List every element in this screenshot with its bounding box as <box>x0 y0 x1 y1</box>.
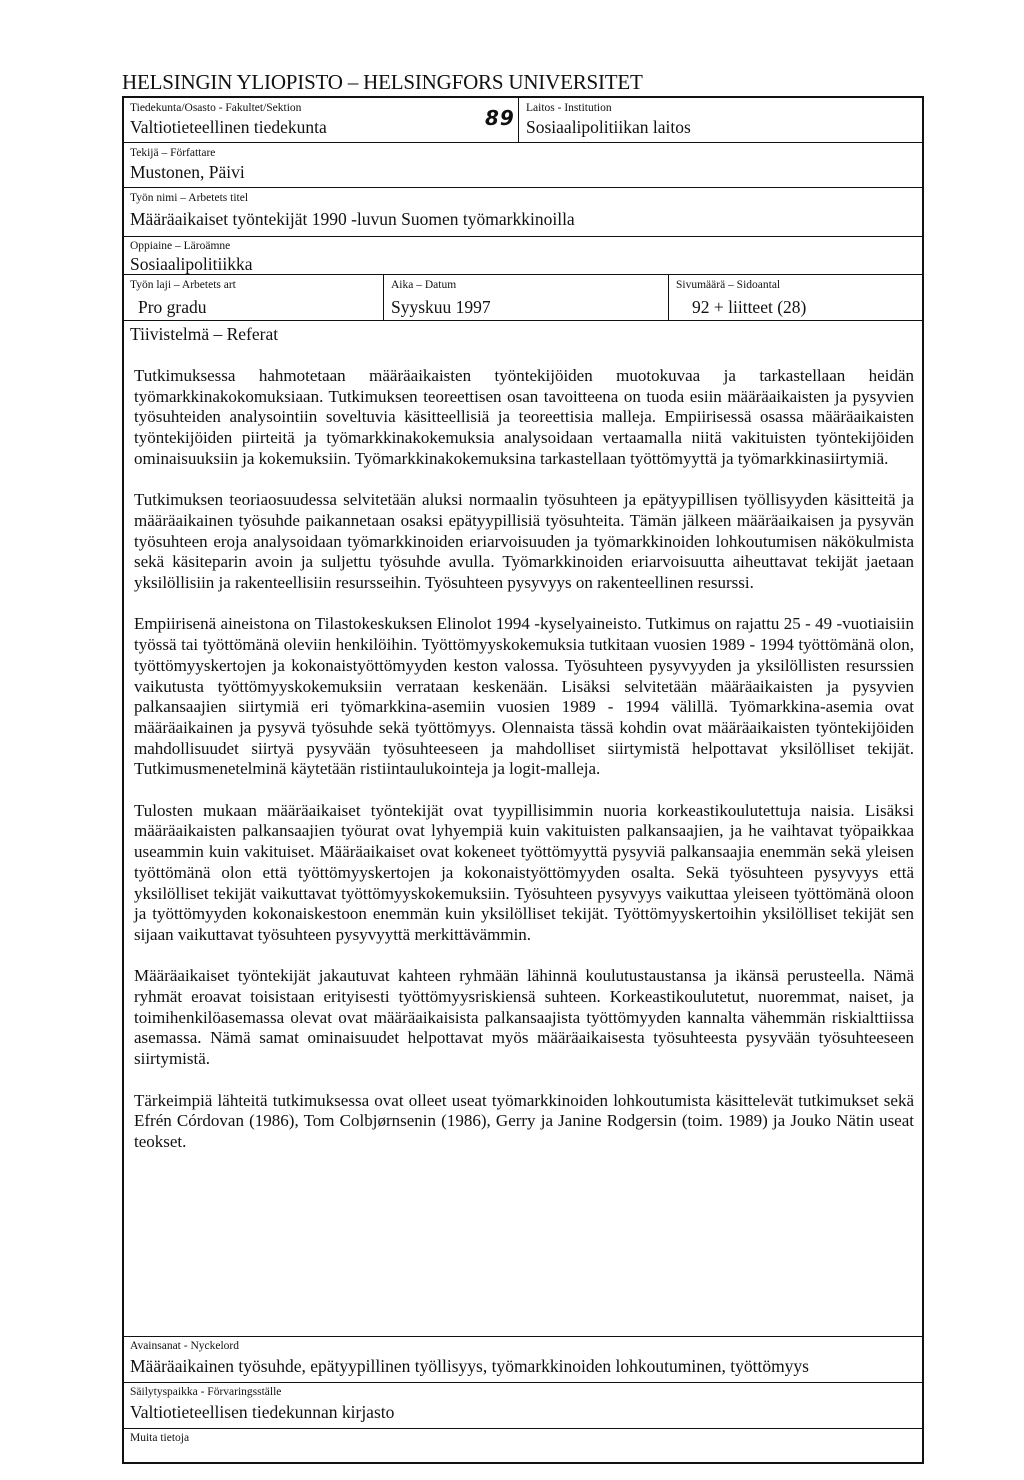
author-label: Tekijä – Författare <box>130 147 216 159</box>
divider <box>383 274 384 320</box>
abstract-paragraph: Tulosten mukaan määräaikaiset työntekijät ovat tyypillisimmin nuoria korkeastikoulutettuja naisia. Lisäksi määräaikaisten palkansaajien työurat ovat lyhyempiä kuin vakituisten palkansaajien, ja he vaihtavat työpaikkaa useammin kuin vakituiset. Määräaikaiset ovat kokeneet työttömyyttä pysyviä palkansaajia enemmän sekä yleisen työttömänä olon että työttömyyskertojen ja kokonaistyöttömyyden osalta. Sekä työsuhteen pysyvyys että yksilölliset tekijät vaikuttavat työttömyyskokemuksiin. Työsuhteen pysyvyys vaikuttaa yleiseen työttömänä oloon ja työttömyyden kokonaiskestoon enemmän kuin yksilölliset tekijät. Työttömyyskertoihin yksilölliset tekijät sen sijaan vaikuttavat työsuhteen pysyvyyttä merkittävämmin. <box>134 800 914 944</box>
subject-label: Oppiaine – Läroämne <box>130 240 231 252</box>
date-value: Syyskuu 1997 <box>391 297 491 317</box>
divider <box>124 1428 922 1429</box>
divider <box>124 1382 922 1383</box>
abstract-paragraph: Empiirisenä aineistona on Tilastokeskuksen Elinolot 1994 -kyselyaineisto. Tutkimus on rajattu 25 - 49 -vuotiaisiin työssä tai työttömänä oleviin henkilöihin. Työttömyyskokemuksia tutkitaan vuosien 1989 - 1994 työttömänä olon, työttömyyskertojen ja kokonaistyöttömyyden keston valossa. Työsuhteen pysyvyyden ja yksilöllisten resurssien vaikutusta työttömyyskokemuksiin verrataan keskenään. Lisäksi selvitetään määräaikaisten ja pysyvien palkansaajien siirtymiä eri työmarkkina-asemiin vuosien 1989 - 1994 välillä. Työmarkkina-asemia ovat määräaikainen ja pysyvä työsuhde sekä työttömyys. Olennaista tässä kohdin ovat määräaikaisten työntekijöiden mahdollisuudet siirtyä pysyvään työsuhteeseen ja mahdolliset siirtymistä helpottavat yksilölliset tekijät. Tutkimusmenetelminä käytetään ristiintaulukointeja ja logit-malleja. <box>134 614 914 779</box>
abstract-paragraph: Tutkimuksen teoriaosuudessa selvitetään aluksi normaalin työsuhteen ja epätyypillisen työllisyyden käsitteitä ja määräaikainen työsuhde paikannetaan osaksi epätyypillisiä työsuhteita. Tämän jälkeen määräaikaisen ja pysyvän työsuhteen eroja analysoidaan työmarkkinoiden eriarvoisuuden ja työmarkkinoiden lohkoutumisen näkökulmista sekä käsiteparin avoin ja suljettu työsuhde avulla. Työmarkkinoiden eriarvoisuutta aiheuttavat tekijät jaetaan yksilöllisiin ja rakenteellisiin resursseihin. Työsuhteen pysyvyys on rakenteellinen resurssi. <box>134 490 914 593</box>
divider <box>124 1336 922 1337</box>
faculty-label: Tiedekunta/Osasto - Fakultet/Sektion <box>130 102 302 114</box>
divider <box>124 187 922 188</box>
work-title-value: Määräaikaiset työntekijät 1990 -luvun Suomen työmarkkinoilla <box>130 209 575 229</box>
author-value: Mustonen, Päivi <box>130 162 245 182</box>
storage-label: Säilytyspaikka - Förvaringsställe <box>130 1386 282 1398</box>
handwritten-note: 89 <box>485 106 515 130</box>
pages-value: 92 + liitteet (28) <box>692 297 807 317</box>
abstract-paragraph: Tärkeimpiä lähteitä tutkimuksessa ovat olleet useat työmarkkinoiden lohkoutumista käsittelevät tutkimukset sekä Efrén Córdovan (1986), Tom Colbjørnsenin (1986), Gerry ja Janine Rodgersin (toim. 1989) ja Jouko Nätin useat teokset. <box>134 1090 914 1151</box>
keywords-label: Avainsanat - Nyckelord <box>130 1340 239 1352</box>
work-type-value: Pro gradu <box>138 297 207 317</box>
institution-value: Sosiaalipolitiikan laitos <box>526 117 691 137</box>
abstract-heading: Tiivistelmä – Referat <box>130 324 279 344</box>
divider <box>124 142 922 143</box>
other-info-label: Muita tietoja <box>130 1432 190 1444</box>
abstract-form <box>122 96 924 1464</box>
university-title: HELSINGIN YLIOPISTO – HELSINGFORS UNIVERSITET <box>122 70 643 94</box>
abstract-paragraph: Määräaikaiset työntekijät jakautuvat kahteen ryhmään lähinnä koulutustaustansa ja ikänsä perusteella. Nämä ryhmät eroavat toisistaan erityisesti työttömyysriskiensä suhteen. Korkeastikoulutetut, nuoremmat, naiset, ja toimihenkilöasemassa olevat ovat määräaikaisista palkansaajista työttömyyden kannalta vähemmän riskialttiissa asemassa. Nämä samat ominaisuudet helpottavat myös määräaikaisesta työsuhteesta pysyvään työsuhteeseen siirtymistä. <box>134 966 914 1069</box>
work-title-label: Työn nimi – Arbetets titel <box>130 192 249 204</box>
institution-label: Laitos - Institution <box>526 102 612 114</box>
divider <box>668 274 669 320</box>
divider <box>124 320 922 321</box>
abstract-paragraph: Tutkimuksessa hahmotetaan määräaikaisten työntekijöiden muotokuvaa ja tarkastellaan heidän työmarkkinakokomuksiaan. Tutkimuksen teoreettisen osan tavoitteena on tuoda esiin määräaikaisten ja pysyvien työsuhteiden analysointiin soveltuvia käsitteellisiä ja teoreettisia malleja. Empiirisessä osassa määräaikaisten työntekijöiden piirteitä ja työmarkkinakokemuksia analysoidaan vertaamalla niitä vakituisten työntekijöiden ominaisuuksiin ja kokemuksiin. Työmarkkinakokemuksina tarkastellaan työttömyyttä ja työmarkkinasiirtymiä. <box>134 366 914 468</box>
divider <box>518 98 519 142</box>
faculty-value: Valtiotieteellinen tiedekunta <box>130 117 327 137</box>
abstract-body <box>134 366 914 1173</box>
divider <box>124 236 922 237</box>
storage-value: Valtiotieteellisen tiedekunnan kirjasto <box>130 1402 395 1422</box>
pages-label: Sivumäärä – Sidoantal <box>676 279 781 291</box>
date-label: Aika – Datum <box>391 279 457 291</box>
work-type-label: Työn laji – Arbetets art <box>130 279 236 291</box>
keywords-value: Määräaikainen työsuhde, epätyypillinen työllisyys, työmarkkinoiden lohkoutuminen, työttömyys <box>130 1356 809 1376</box>
subject-value: Sosiaalipolitiikka <box>130 254 253 274</box>
